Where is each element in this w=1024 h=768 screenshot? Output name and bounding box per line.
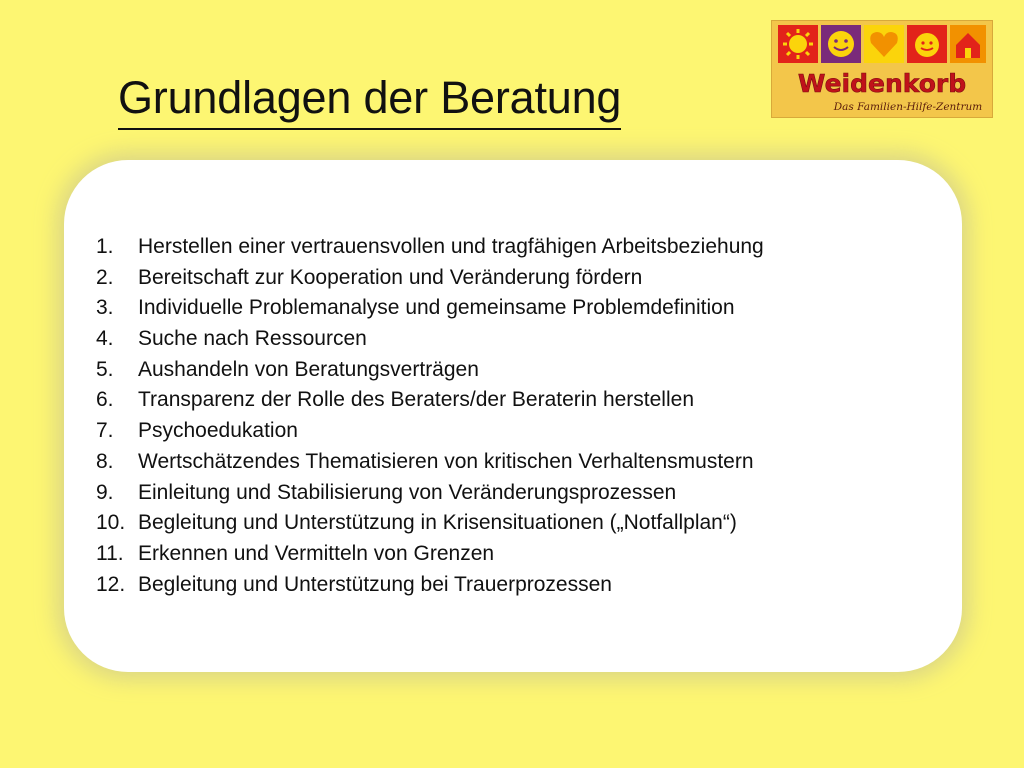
list-item-number: 8. <box>96 449 114 473</box>
logo-name: Weidenkorb <box>797 69 967 98</box>
principles-list <box>96 232 764 600</box>
logo-tagline: Das Familien-Hilfe-Zentrum <box>833 101 983 113</box>
list-item <box>96 263 764 294</box>
list-item-text: Einleitung und Stabilisierung von Veränderungsprozessen <box>138 480 677 504</box>
list-item <box>96 447 764 478</box>
list-item-text: Herstellen einer vertrauensvollen und tragfähigen Arbeitsbeziehung <box>138 235 764 258</box>
list-item-text: Begleitung und Unterstützung bei Trauerprozessen <box>138 572 612 596</box>
list-item-text: Individuelle Problemanalyse und gemeinsame Problemdefinition <box>138 296 735 320</box>
list-item-text: Aushandeln von Beratungsverträgen <box>138 357 479 381</box>
list-item-text: Psychoedukation <box>138 419 298 443</box>
list-item-number: 2. <box>96 265 114 289</box>
list-item-text: Begleitung und Unterstützung in Krisensituationen („Notfallplan“) <box>138 511 737 535</box>
list-item-text: Erkennen und Vermitteln von Grenzen <box>138 541 495 565</box>
list-item-number: 1. <box>96 235 114 258</box>
list-item <box>96 385 764 416</box>
list-item <box>96 293 764 324</box>
list-item <box>96 570 764 601</box>
list-item-text: Suche nach Ressourcen <box>138 327 367 351</box>
list-item-number: 10. <box>96 511 126 535</box>
list-item-number: 4. <box>96 327 114 351</box>
list-item <box>96 416 764 447</box>
list-item-number: 11. <box>96 541 124 565</box>
list-item <box>96 355 764 386</box>
list-item-number: 7. <box>96 419 114 443</box>
list-item-number: 6. <box>96 388 114 412</box>
list-item <box>96 539 764 570</box>
logo-graphic <box>772 21 992 117</box>
list-item <box>96 478 764 509</box>
weidenkorb-logo <box>771 20 993 118</box>
list-item-number: 9. <box>96 480 114 504</box>
list-item <box>96 508 764 539</box>
list-item <box>96 324 764 355</box>
list-item-number: 3. <box>96 296 114 320</box>
list-item-number: 12. <box>96 572 126 596</box>
list-item-text: Transparenz der Rolle des Beraters/der Beraterin herstellen <box>138 388 694 412</box>
list-item-text: Bereitschaft zur Kooperation und Veränderung fördern <box>138 265 643 289</box>
slide-title: Grundlagen der Beratung <box>118 68 621 130</box>
list-item <box>96 232 764 263</box>
list-item-text: Wertschätzendes Thematisieren von kritischen Verhaltensmustern <box>138 449 754 473</box>
list-item-number: 5. <box>96 357 114 381</box>
